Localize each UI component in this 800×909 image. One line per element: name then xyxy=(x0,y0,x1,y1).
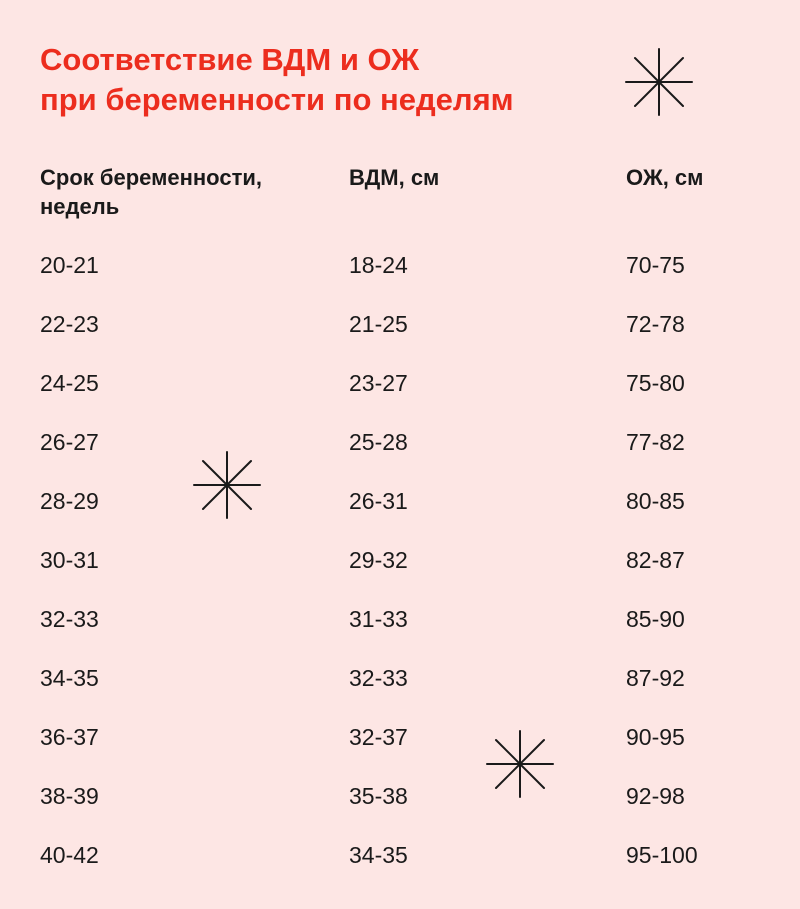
cell-term: 32-33 xyxy=(40,606,99,632)
cell-ozh: 87-92 xyxy=(626,665,685,691)
cell-ozh: 85-90 xyxy=(626,606,685,632)
cell-vdm: 32-33 xyxy=(349,665,408,691)
cell-term: 28-29 xyxy=(40,488,99,514)
cell-ozh: 95-100 xyxy=(626,842,698,868)
cell-ozh: 80-85 xyxy=(626,488,685,514)
cell-term: 30-31 xyxy=(40,547,99,573)
column-header-ozh: ОЖ, см xyxy=(626,165,704,190)
cell-vdm: 18-24 xyxy=(349,252,408,278)
table-body xyxy=(0,247,800,896)
cell-vdm: 32-37 xyxy=(349,724,408,750)
cell-term: 36-37 xyxy=(40,724,99,750)
table-row xyxy=(0,660,800,719)
cell-term: 34-35 xyxy=(40,665,99,691)
cell-term: 20-21 xyxy=(40,252,99,278)
cell-vdm: 29-32 xyxy=(349,547,408,573)
cell-term: 24-25 xyxy=(40,370,99,396)
column-header-term: Срок беременности, недель xyxy=(40,165,262,219)
cell-vdm: 23-27 xyxy=(349,370,408,396)
cell-vdm: 34-35 xyxy=(349,842,408,868)
cell-term: 40-42 xyxy=(40,842,99,868)
table-row xyxy=(0,306,800,365)
cell-term: 26-27 xyxy=(40,429,99,455)
cell-ozh: 75-80 xyxy=(626,370,685,396)
table-row xyxy=(0,778,800,837)
cell-ozh: 92-98 xyxy=(626,783,685,809)
cell-ozh: 70-75 xyxy=(626,252,685,278)
cell-vdm: 25-28 xyxy=(349,429,408,455)
table-row xyxy=(0,365,800,424)
table-row xyxy=(0,424,800,483)
cell-vdm: 31-33 xyxy=(349,606,408,632)
table-row xyxy=(0,247,800,306)
table-row xyxy=(0,601,800,660)
cell-vdm: 21-25 xyxy=(349,311,408,337)
column-header-vdm: ВДМ, см xyxy=(349,165,440,190)
cell-term: 38-39 xyxy=(40,783,99,809)
cell-ozh: 90-95 xyxy=(626,724,685,750)
table-row xyxy=(0,719,800,778)
cell-ozh: 77-82 xyxy=(626,429,685,455)
sparkle-icon xyxy=(624,47,694,117)
cell-term: 22-23 xyxy=(40,311,99,337)
page-title xyxy=(40,40,514,120)
table-row xyxy=(0,837,800,896)
title-line-1: Соответствие ВДМ и ОЖ xyxy=(40,42,420,77)
cell-ozh: 82-87 xyxy=(626,547,685,573)
cell-vdm: 35-38 xyxy=(349,783,408,809)
cell-ozh: 72-78 xyxy=(626,311,685,337)
cell-vdm: 26-31 xyxy=(349,488,408,514)
title-line-2: при беременности по неделям xyxy=(40,82,514,117)
table-row xyxy=(0,483,800,542)
table-row xyxy=(0,542,800,601)
